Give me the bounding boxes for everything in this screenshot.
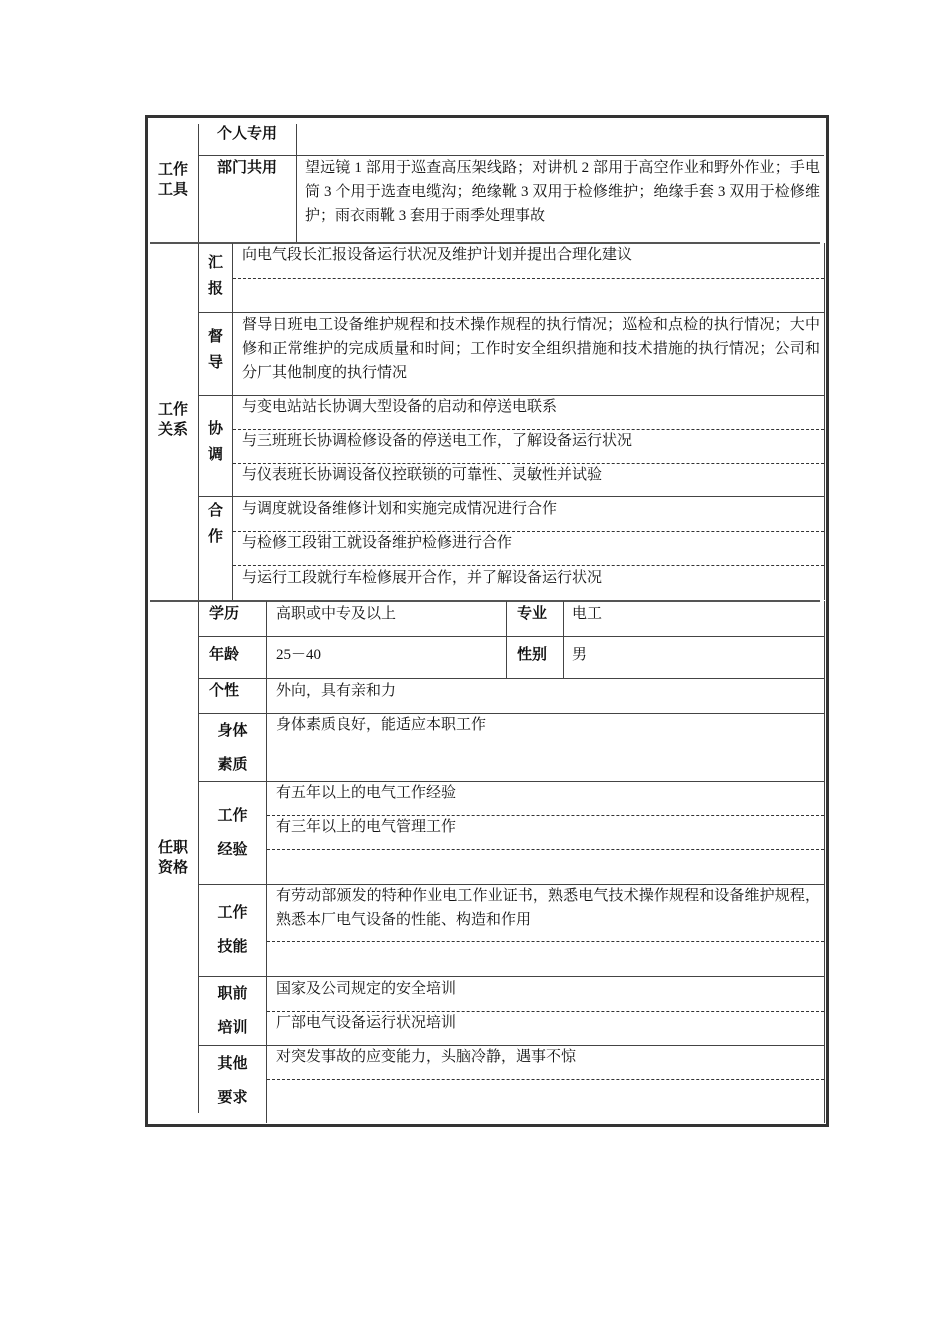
column-divider [198,124,199,242]
cooperate-item: 与检修工段钳工就设备维护检修进行合作 [242,535,513,551]
dashed-divider [233,278,824,279]
experience-item: 有三年以上的电气管理工作 [276,819,457,835]
gender-label: 性别 [516,646,547,663]
skills-value: 有劳动部颁发的特种作业电工作业证书，熟悉电气技术操作规程和设备维护规程，熟悉本厂电气设备的性能、构造和作用 [276,888,820,928]
column-divider [296,124,297,242]
dashed-divider [267,849,824,850]
major-value: 电工 [572,606,603,622]
skills-label: 工作 技能 [217,904,248,955]
report-label: 汇 报 [207,254,223,297]
row-divider [199,395,824,396]
age-value: 25－40 [276,647,322,663]
row-divider [199,713,824,714]
coordinate-item: 与仪表班长协调设备仪控联锁的可靠性、灵敏性并试验 [242,467,603,483]
education-label: 学历 [208,605,239,622]
personality-label: 个性 [208,682,239,699]
row-divider [199,636,824,637]
column-divider [563,601,564,679]
column-divider [232,243,233,600]
dashed-divider [267,815,824,816]
training-label: 职前 培训 [217,985,248,1036]
age-label: 年龄 [208,646,239,663]
experience-item: 有五年以上的电气工作经验 [276,785,457,801]
personal-tools-label: 个人专用 [216,125,277,142]
row-divider [199,976,824,977]
report-item: 向电气段长汇报设备运行状况及维护计划并提出合理化建议 [242,247,633,263]
education-value: 高职或中专及以上 [276,606,397,622]
column-divider [824,601,825,1123]
coordinate-item: 与变电站站长协调大型设备的启动和停送电联系 [242,399,558,415]
row-divider [199,678,824,679]
dashed-divider [267,941,824,942]
row-divider [199,1045,824,1046]
coordinate-label: 协 调 [207,420,223,463]
section-label-qualifications: 任职 资格 [157,839,188,876]
row-divider [199,496,824,497]
dashed-divider [233,531,824,532]
dashed-divider [267,1011,824,1012]
dept-tools-label: 部门共用 [216,159,277,176]
other-requirements-item: 对突发事故的应变能力，头脑冷静，遇事不惊 [276,1049,577,1065]
training-item: 厂部电气设备运行状况培训 [276,1015,457,1031]
personality-value: 外向，具有亲和力 [276,683,397,699]
section-divider [150,600,820,602]
health-label: 身体 素质 [217,722,248,773]
row-divider [199,781,824,782]
major-label: 专业 [516,605,547,622]
section-divider [150,242,820,244]
section-label-relations: 工作 关系 [157,401,188,438]
experience-label: 工作 经验 [217,807,248,858]
dashed-divider [233,463,824,464]
dashed-divider [233,565,824,566]
coordinate-item: 与三班班长协调检修设备的停送电工作，了解设备运行状况 [242,433,633,449]
dashed-divider [267,1079,824,1080]
cooperate-item: 与调度就设备维修计划和实施完成情况进行合作 [242,501,558,517]
other-requirements-label: 其他 要求 [217,1055,248,1106]
dashed-divider [233,429,824,430]
dept-tools-value: 望远镜 1 部用于巡查高压架线路；对讲机 2 部用于高空作业和野外作业；手电筒 3 个用于选查电缆沟；绝缘靴 3 双用于检修维护；绝缘手套 3 双用于检修维护；雨衣雨靴 3 套用于雨季处理事故 [305,160,820,224]
health-value: 身体素质良好，能适应本职工作 [276,717,487,733]
column-divider [824,243,825,600]
gender-value: 男 [572,647,588,663]
cooperate-label: 合 作 [207,502,223,545]
supervise-label: 督 导 [207,328,223,371]
cooperate-item: 与运行工段就行车检修展开合作，并了解设备运行状况 [242,570,603,586]
supervise-text: 督导日班电工设备维护规程和技术操作规程的执行情况；巡检和点检的执行情况；大中修和正常维护的完成质量和时间；工作时安全组织措施和技术措施的执行情况；公司和分厂其他制度的执行情况 [242,317,820,381]
section-label-tools: 工作 工具 [157,161,188,198]
training-item: 国家及公司规定的安全培训 [276,981,457,997]
